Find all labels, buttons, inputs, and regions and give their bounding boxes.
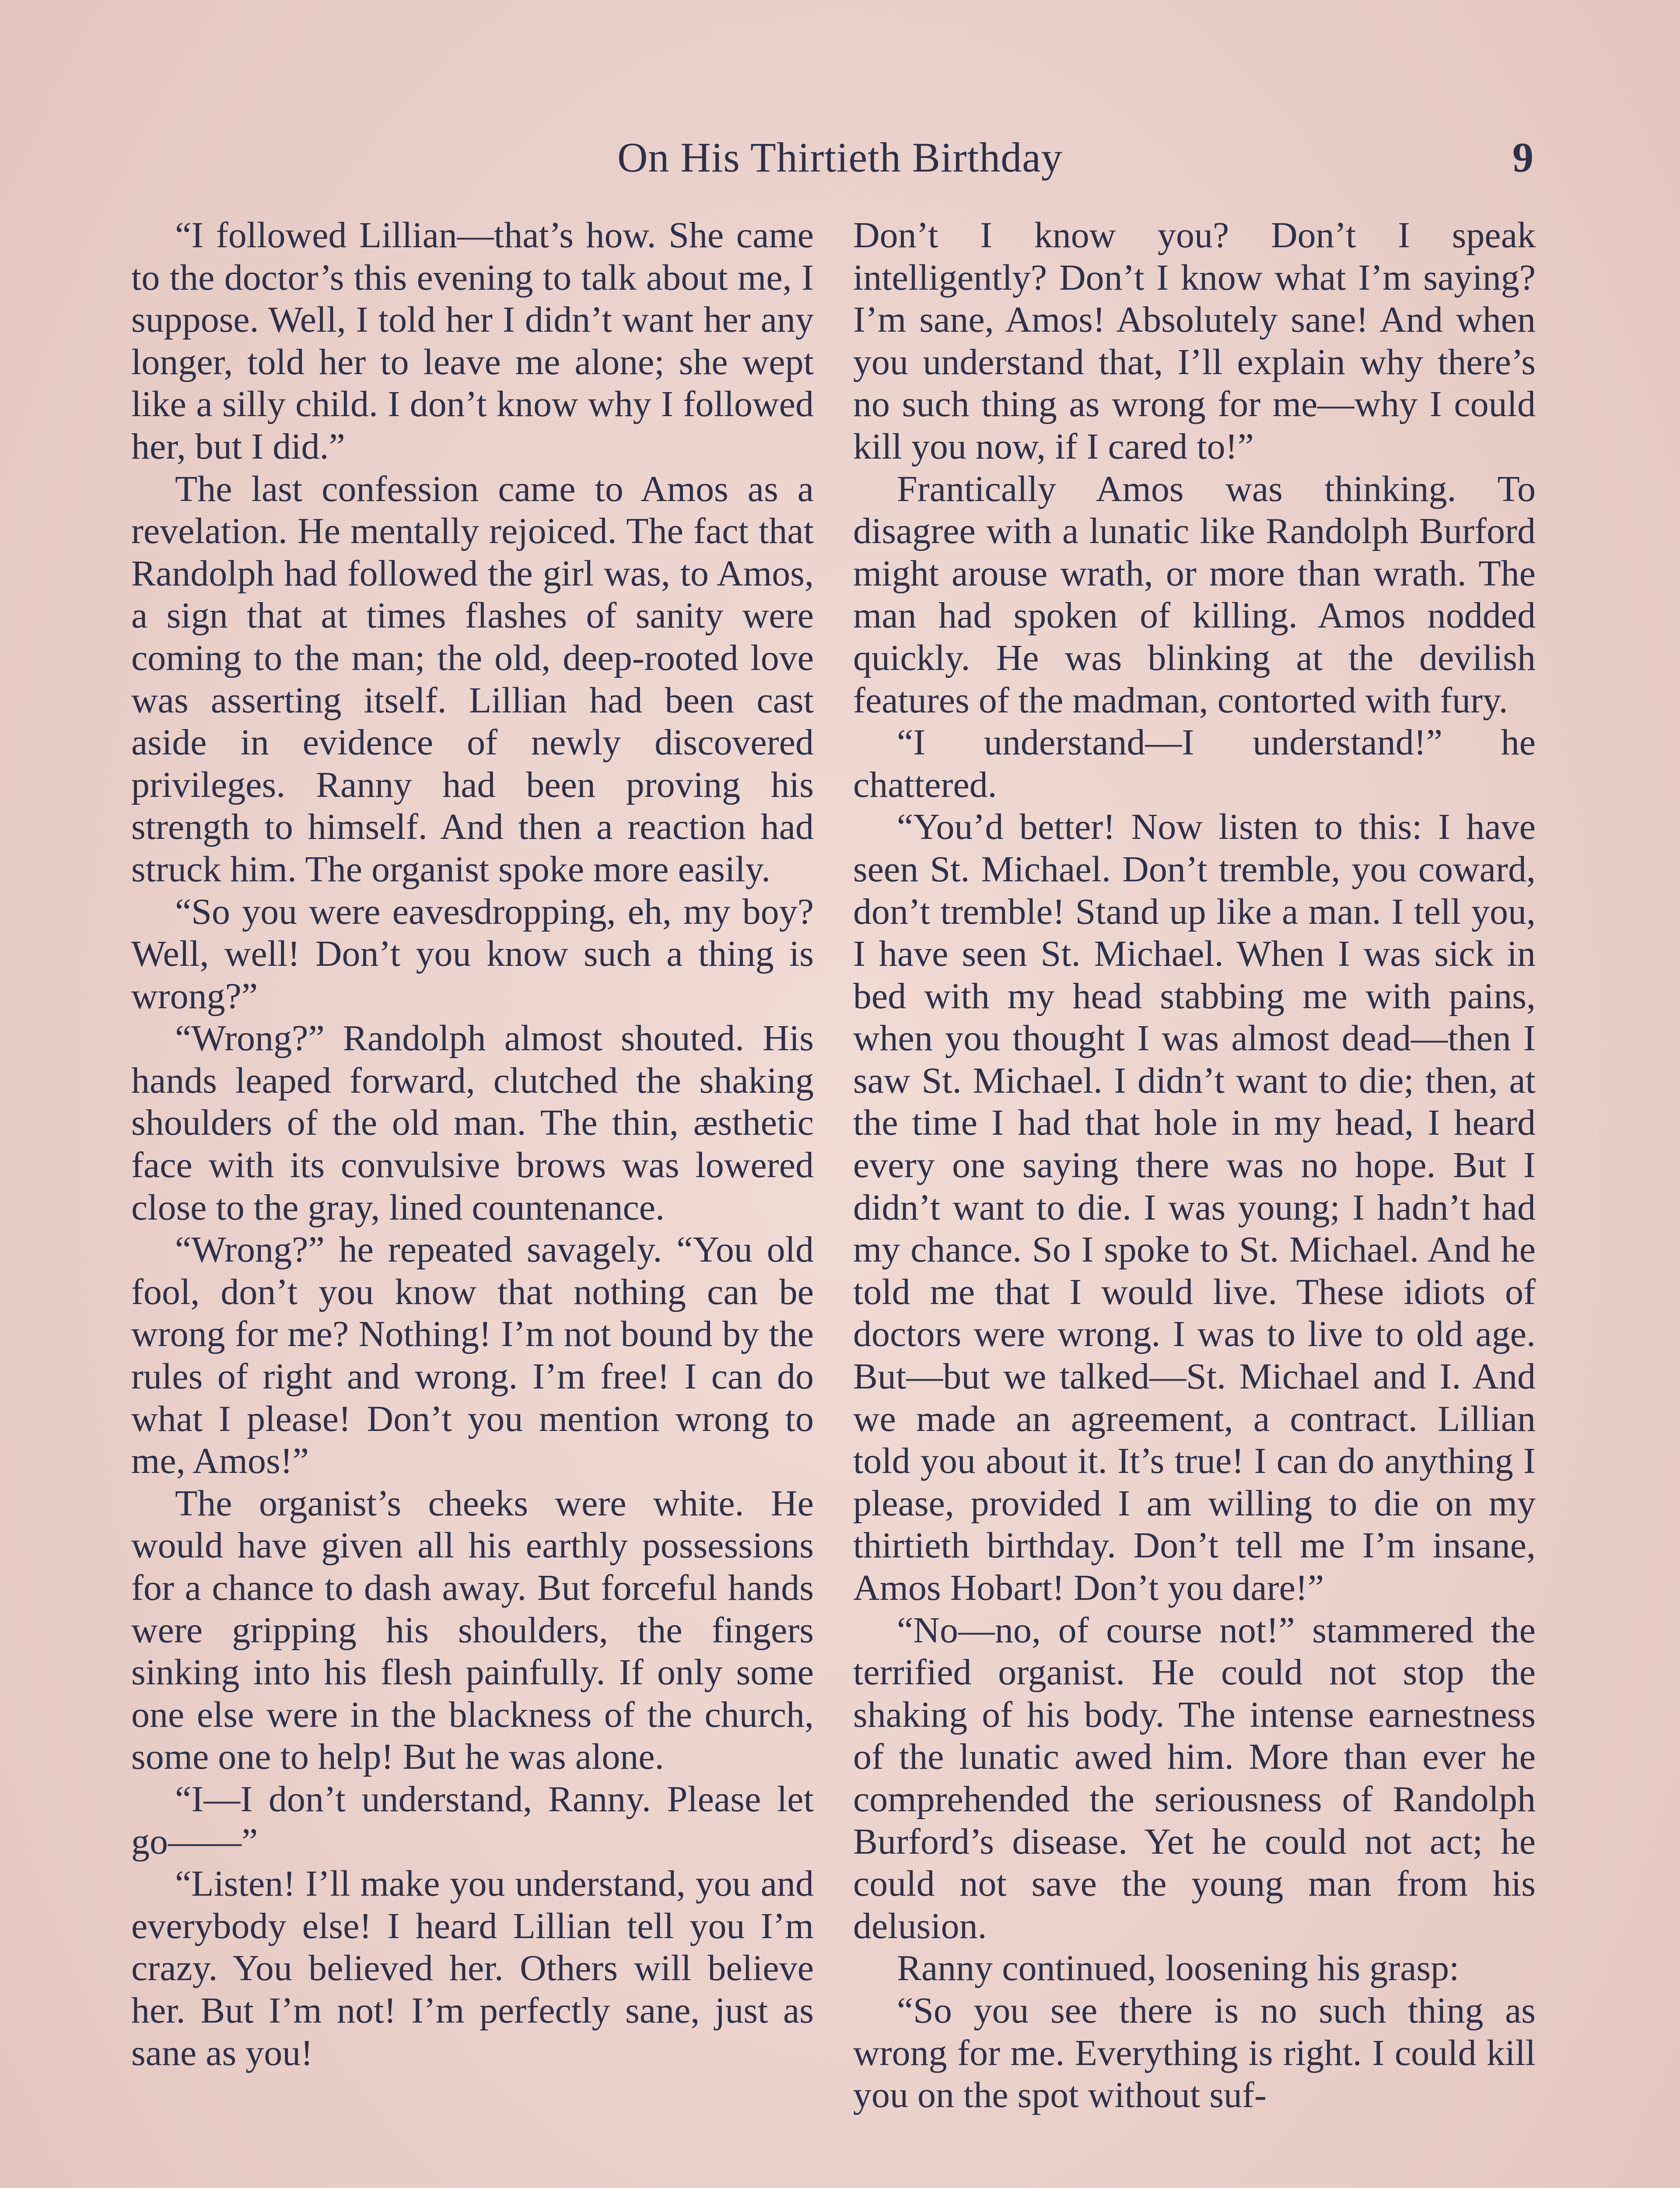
running-title: On His Thirtieth Birthday — [617, 134, 1063, 181]
paragraph: “I followed Lillian—that’s how. She came to the doctor’s this evening to talk about me, I suppose. Well, I told her I didn’t want her any longer, told her to leave me alone; she wept like a silly child. I don’t know why I followed her, but I did.” — [131, 215, 814, 467]
paragraph: Frantically Amos was thinking. To disagree with a lunatic like Randolph Burford might arouse wrath, or more than wrath. The man had spoken of killing. Amos nodded quickly. He was blinking at the devilish features of the madman, contorted with fury. — [853, 468, 1536, 721]
paragraph: “No—no, of course not!” stammered the terrified organist. He could not stop the shaking of his body. The intense earnestness of the lunatic awed him. More than ever he comprehended the seriousness of Randolph Burford’s disease. Yet he could not act; he could not save the young man from his delusion. — [853, 1609, 1536, 1946]
paragraph: The organist’s cheeks were white. He would have given all his earthly possessions for a chance to dash away. But forceful hands were gripping his shoulders, the fingers sinking into his flesh painfully. If only some one else were in the blackness of the church, some one to help! But he was alone. — [131, 1483, 814, 1778]
paragraph: The last confession came to Amos as a revelation. He mentally rejoiced. The fact that Randolph had followed the girl was, to Amos, a sign that at times flashes of sanity were coming to the man; the old, deep-rooted love was asserting itself. Lillian had been cast aside in evidence of newly discovered privileges. Ranny had been proving his strength to himself. And then a reaction had struck him. The organist spoke more easily. — [131, 468, 814, 890]
paragraph: “Listen! I’ll make you understand, you and everybody else! I heard Lillian tell you I’m crazy. You believed her. Others will believe her. But I’m not! I’m perfectly sane, just as sane as you! — [131, 1863, 814, 2073]
paragraph: “So you see there is no such thing as wrong for me. Everything is right. I could kill you on the spot without suf- — [853, 1990, 1536, 2116]
right-column — [853, 214, 1536, 2117]
paragraph: “I understand—I understand!” he chattered. — [853, 722, 1536, 805]
paragraph: “You’d better! Now listen to this: I have seen St. Michael. Don’t tremble, you coward, don’t tremble! Stand up like a man. I tell you, I have seen St. Michael. When I was sick in bed with my head stabbing me with pains, when you thought I was almost dead—then I saw St. Michael. I didn’t want to die; then, at the time I had that hole in my head, I heard every one saying there was no hope. But I didn’t want to die. I was young; I hadn’t had my chance. So I spoke to St. Michael. And he told me that I would live. These idiots of doctors were wrong. I was to live to old age. But—but we talked—St. Michael and I. And we made an agreement, a contract. Lillian told you about it. It’s true! I can do anything I please, provided I am willing to die on my thirtieth birthday. Don’t tell me I’m insane, Amos Hobart! Don’t you dare!” — [853, 806, 1536, 1608]
left-column — [131, 214, 814, 2074]
paragraph: “I—I don’t understand, Ranny. Please let go——” — [131, 1778, 814, 1862]
paragraph: “Wrong?” he repeated savagely. “You old fool, don’t you know that nothing can be wrong for me? Nothing! I’m not bound by the rules of right and wrong. I’m free! I can do what I please! Don’t you mention wrong to me, Amos!” — [131, 1229, 814, 1482]
page-number: 9 — [1512, 134, 1533, 181]
paragraph: Don’t I know you? Don’t I speak intelligently? Don’t I know what I’m saying? I’m sane, Amos! Absolutely sane! And when you understand that, I’ll explain why there’s no such thing as wrong for me—why I could kill you now, if I cared to!” — [853, 215, 1536, 467]
paragraph: “So you were eavesdropping, eh, my boy? Well, well! Don’t you know such a thing is wrong?” — [131, 891, 814, 1017]
paragraph: “Wrong?” Randolph almost shouted. His hands leaped forward, clutched the shaking shoulders of the old man. The thin, æsthetic face with its convulsive brows was lowered close to the gray, lined countenance. — [131, 1018, 814, 1228]
paragraph: Ranny continued, loosening his grasp: — [897, 1948, 1460, 1989]
